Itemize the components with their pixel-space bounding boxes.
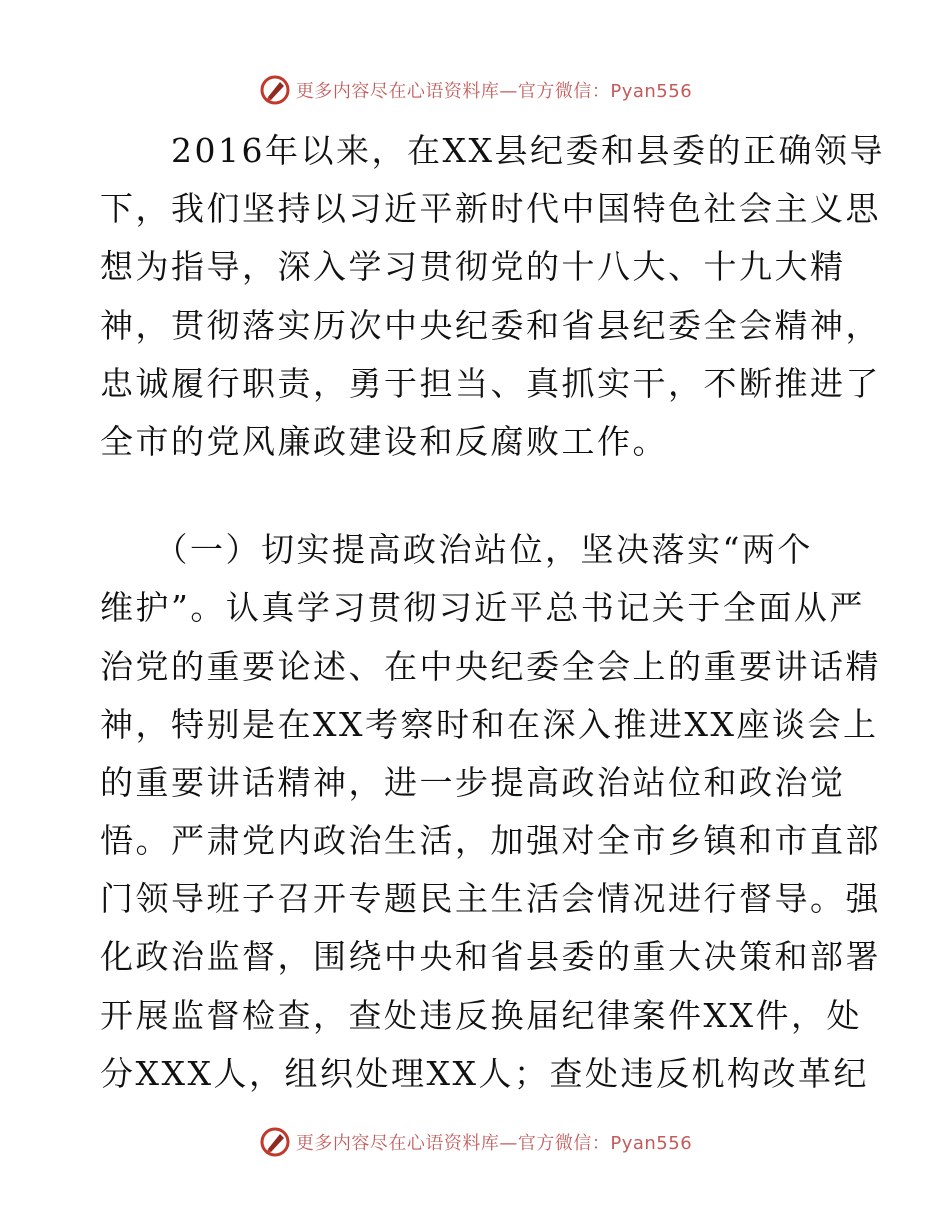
text-line: 神，贯彻落实历次中央纪委和省县纪委全会精神， [100,305,881,345]
text-line: 门领导班子召开专题民主生活会情况进行督导。强 [100,879,881,919]
text-line: 维护”。认真学习贯彻习近平总书记关于全面从严 [100,588,865,628]
paragraph-section-one [100,521,881,1103]
paragraph-gap [100,471,860,521]
text-line: 忠诚履行职责，勇于担当、真抓实干，不断推进了 [100,363,881,403]
text-line: 全市的党风廉政建设和反腐败工作。 [100,421,668,461]
paragraph-intro [100,122,885,471]
text-line: 化政治监督，围绕中央和省县委的重大决策和部署 [100,937,881,977]
text-line: 下，我们坚持以习近平新时代中国特色社会主义思 [100,189,881,229]
header-watermark [0,70,950,110]
text-line: 开展监督检查，查处违反换届纪律案件XX件，处 [100,995,862,1035]
text-line: 想为指导，深入学习贯彻党的十八大、十九大精 [100,247,846,287]
footer-watermark [0,1122,950,1162]
text-line: 神，特别是在XX考察时和在深入推进XX座谈会上 [100,704,879,744]
text-line: （一）切实提高政治站位，坚决落实“两个 [100,530,813,570]
footer-watermark-text: 更多内容尽在心语资料库—官方微信：Pyan556 [295,1133,693,1154]
pen-nib-logo-icon [258,1125,292,1159]
text-line: 治党的重要论述、在中央纪委全会上的重要讲话精 [100,646,881,686]
text-line: 分XXX人，组织处理XX人；查处违反机构改革纪 [100,1053,869,1093]
text-line: 的重要讲话精神，进一步提高政治站位和政治觉 [100,762,846,802]
text-line: 悟。严肃党内政治生活，加强对全市乡镇和市直部 [100,821,881,861]
pen-nib-logo-icon [258,73,292,107]
header-watermark-text: 更多内容尽在心语资料库—官方微信：Pyan556 [295,81,693,102]
document-body [100,122,885,1103]
text-line: 2016年以来，在XX县纪委和县委的正确领导 [100,131,885,170]
